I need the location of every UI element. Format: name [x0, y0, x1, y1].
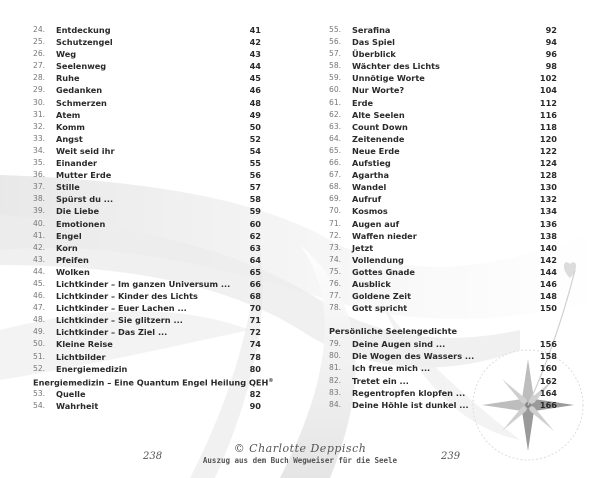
toc-entry-page: 65	[249, 266, 261, 277]
toc-entry-title: Angst	[56, 133, 83, 144]
toc-entry-number: 35.	[33, 158, 46, 168]
toc-entry-title: Lichtkinder – Das Ziel ...	[56, 327, 168, 338]
toc-entry	[329, 97, 557, 109]
toc-entry	[33, 242, 261, 254]
toc-entry-page: 140	[539, 242, 557, 253]
toc-entry-number: 56.	[329, 37, 342, 47]
toc-entry-page: 48	[249, 97, 261, 108]
toc-entry	[33, 302, 261, 314]
toc-entry-page: 118	[539, 121, 557, 132]
toc-entry-page: 112	[539, 97, 557, 108]
section-heading	[329, 325, 557, 338]
toc-entry-title: Wolken	[56, 266, 90, 277]
toc-entry-number: 70.	[329, 206, 342, 216]
toc-entry	[329, 375, 557, 387]
toc-entry-number: 40.	[33, 218, 46, 228]
toc-entry-number: 66.	[329, 158, 342, 168]
toc-entry-title: Deine Augen sind ...	[352, 339, 446, 350]
toc-entry	[329, 387, 557, 399]
registered-mark: ®	[268, 377, 274, 384]
toc-entry	[33, 133, 261, 145]
toc-entry-page: 45	[249, 73, 261, 84]
toc-entry-page: 60	[249, 218, 261, 229]
toc-entry-title: Aufruf	[352, 194, 382, 205]
toc-entry-title: Pfeifen	[56, 254, 89, 265]
toc-entry-title: Ausblick	[352, 278, 391, 289]
toc-entry-number: 81.	[329, 363, 342, 373]
toc-entry	[33, 266, 261, 278]
toc-entry-number: 50.	[33, 339, 46, 349]
toc-entry-title: Aufstieg	[352, 158, 391, 169]
toc-entry-page: 124	[539, 158, 557, 169]
toc-entry	[329, 266, 557, 278]
toc-entry-title: Ich freue mich ...	[352, 363, 431, 374]
toc-entry	[329, 350, 557, 362]
toc-entry	[329, 24, 557, 36]
toc-entry-number: 72.	[329, 230, 342, 240]
toc-entry-number: 48.	[33, 315, 46, 325]
toc-entry	[33, 218, 261, 230]
toc-entry-page: 64	[249, 254, 261, 265]
toc-entry	[33, 169, 261, 181]
toc-entry-number: 41.	[33, 230, 46, 240]
toc-entry-title: Erde	[352, 97, 374, 108]
toc-entry-page: 164	[539, 387, 557, 398]
toc-entry	[33, 60, 261, 72]
toc-entry-page: 144	[539, 266, 557, 277]
toc-entry	[33, 351, 261, 363]
toc-entry-page: 162	[539, 375, 557, 386]
toc-entry	[329, 278, 557, 290]
toc-entry-title: Die Wogen des Wassers ...	[352, 351, 475, 362]
toc-entry-number: 51.	[33, 351, 46, 361]
footer	[0, 442, 600, 465]
toc-entry-number: 37.	[33, 182, 46, 192]
toc-entry-page: 94	[545, 37, 557, 48]
toc-entry	[329, 399, 557, 411]
toc-entry-page: 66	[249, 278, 261, 289]
toc-entry-title: Einander	[56, 158, 98, 169]
toc-entry-page: 55	[249, 158, 261, 169]
toc-entry-number: 55.	[329, 25, 342, 34]
toc-entry-number: 31.	[33, 109, 46, 119]
toc-entry-title: Jetzt	[352, 242, 374, 253]
toc-entry-page: 166	[539, 399, 557, 410]
toc-entry-number: 32.	[33, 121, 46, 131]
toc-entry-title: Stille	[56, 182, 80, 193]
left-toc-column	[33, 24, 274, 412]
toc-entry	[329, 302, 557, 314]
section-heading	[33, 375, 274, 388]
toc-entry-page: 104	[539, 85, 557, 96]
toc-entry	[33, 205, 261, 217]
toc-entry-number: 47.	[33, 303, 46, 313]
toc-entry-number: 78.	[329, 303, 342, 313]
page-number-left: 238	[143, 451, 163, 462]
toc-entry	[329, 169, 557, 181]
toc-entry	[329, 254, 557, 266]
toc-entry-title: Alte Seelen	[352, 109, 405, 120]
toc-entry	[329, 230, 557, 242]
toc-entry	[329, 109, 557, 121]
toc-entry-number: 63.	[329, 121, 342, 131]
toc-entry-title: Wahrheit	[56, 400, 99, 411]
toc-entry-number: 45.	[33, 278, 46, 288]
copyright-notice: © Charlotte Deppisch	[233, 442, 367, 455]
toc-entry-number: 49.	[33, 327, 46, 337]
toc-entry-number: 33.	[33, 133, 46, 143]
toc-entry-number: 64.	[329, 133, 342, 143]
toc-entry-number: 75.	[329, 266, 342, 276]
toc-entry-page: 43	[249, 49, 261, 60]
toc-entry-title: Neue Erde	[352, 145, 400, 156]
toc-entry-page: 58	[249, 194, 261, 205]
toc-entry-title: Atem	[56, 109, 81, 120]
book-subtitle: Auszug aus dem Buch Wegweiser für die Seele	[202, 456, 398, 465]
toc-entry-title: Schmerzen	[56, 97, 107, 108]
toc-entry	[329, 133, 557, 145]
toc-entry-page: 54	[249, 145, 261, 156]
toc-entry-page: 136	[539, 218, 557, 229]
toc-entry-page: 82	[249, 388, 261, 399]
toc-entry-number: 39.	[33, 206, 46, 216]
toc-entry-page: 71	[249, 315, 261, 326]
toc-entry-page: 63	[249, 242, 261, 253]
toc-entry-number: 57.	[329, 49, 342, 59]
toc-entry-page: 42	[249, 37, 261, 48]
toc-entry	[329, 121, 557, 133]
toc-entry	[329, 218, 557, 230]
toc-entry-number: 80.	[329, 351, 342, 361]
toc-entry-title: Quelle	[56, 388, 86, 399]
toc-entry	[329, 362, 557, 374]
toc-entry	[33, 193, 261, 205]
toc-entry-page: 46	[249, 85, 261, 96]
toc-entry-number: 73.	[329, 242, 342, 252]
toc-entry-page: 68	[249, 291, 261, 302]
toc-entry-number: 26.	[33, 49, 46, 59]
toc-entry	[33, 157, 261, 169]
toc-entry-title: Gottes Gnade	[352, 266, 415, 277]
toc-entry-page: 142	[539, 254, 557, 265]
toc-entry-title: Energiemedizin	[56, 363, 128, 374]
toc-entry-title: Seelenweg	[56, 61, 107, 72]
toc-entry	[33, 338, 261, 350]
toc-entry-title: Engel	[56, 230, 82, 241]
toc-entry-page: 156	[539, 339, 557, 350]
toc-entry-page: 158	[539, 351, 557, 362]
toc-entry-title: Korn	[56, 242, 78, 253]
toc-entry-number: 59.	[329, 73, 342, 83]
toc-entry	[329, 145, 557, 157]
toc-entry	[33, 230, 261, 242]
toc-entry-title: Lichtbilder	[56, 351, 106, 362]
toc-entry-title: Entdeckung	[56, 25, 111, 35]
toc-entry-page: 49	[249, 109, 261, 120]
toc-entry-number: 52.	[33, 363, 46, 373]
toc-entry-number: 53.	[33, 388, 46, 398]
toc-entry	[33, 109, 261, 121]
toc-entry-page: 150	[539, 303, 557, 314]
toc-entry-number: 25.	[33, 37, 46, 47]
toc-entry-title: Kleine Reise	[56, 339, 113, 350]
toc-entry-title: Lichtkinder – Kinder des Lichts	[56, 291, 198, 302]
toc-entry-number: 69.	[329, 194, 342, 204]
toc-entry-title: Gedanken	[56, 85, 103, 96]
toc-entry	[329, 60, 557, 72]
toc-entry-number: 60.	[329, 85, 342, 95]
toc-entry	[329, 242, 557, 254]
toc-entry	[33, 24, 261, 36]
toc-entry-number: 36.	[33, 170, 46, 180]
toc-entry-number: 77.	[329, 291, 342, 301]
toc-entry-number: 58.	[329, 61, 342, 71]
toc-entry-title: Lichtkinder – Sie glitzern ...	[56, 315, 183, 326]
toc-entry	[329, 205, 557, 217]
toc-entry-title: Weg	[56, 49, 77, 60]
toc-entry	[329, 193, 557, 205]
toc-entry-number: 54.	[33, 400, 46, 410]
toc-entry-page: 102	[539, 73, 557, 84]
toc-entry	[33, 290, 261, 302]
toc-entry-page: 98	[545, 61, 557, 72]
toc-entry-number: 30.	[33, 97, 46, 107]
toc-entry-page: 146	[539, 278, 557, 289]
toc-entry-title: Zeitenende	[352, 133, 405, 144]
toc-entry-number: 67.	[329, 170, 342, 180]
toc-entry-page: 120	[539, 133, 557, 144]
toc-entry-page: 78	[249, 351, 261, 362]
toc-entry	[33, 326, 261, 338]
toc-entry-number: 24.	[33, 25, 46, 34]
toc-entry-page: 57	[249, 182, 261, 193]
toc-entry-page: 72	[249, 327, 261, 338]
toc-entry-number: 38.	[33, 194, 46, 204]
toc-entry	[33, 72, 261, 84]
toc-entry	[33, 48, 261, 60]
toc-entry	[329, 290, 557, 302]
toc-entry-page: 130	[539, 182, 557, 193]
toc-entry-page: 59	[249, 206, 261, 217]
toc-entry-page: 44	[249, 61, 261, 72]
toc-entry-number: 83.	[329, 387, 342, 397]
toc-entry	[33, 278, 261, 290]
toc-entry-page: 116	[539, 109, 557, 120]
toc-entry-title: Agartha	[352, 170, 390, 181]
toc-entry	[329, 72, 557, 84]
toc-entry-title: Count Down	[352, 121, 408, 132]
toc-entry	[329, 36, 557, 48]
toc-entry-title: Waffen nieder	[352, 230, 417, 241]
toc-entry-title: Augen auf	[352, 218, 400, 229]
toc-entry-page: 80	[249, 363, 261, 374]
toc-entry-number: 46.	[33, 291, 46, 301]
toc-entry	[33, 314, 261, 326]
toc-entry-title: Ruhe	[56, 73, 80, 84]
toc-entry-page: 134	[539, 206, 557, 217]
section-heading-text: Energiemedizin – Eine Quantum Engel Heilung QEH	[33, 377, 269, 388]
toc-entry-title: Das Spiel	[352, 37, 395, 48]
toc-entry-title: Goldene Zeit	[352, 291, 412, 302]
toc-entry-page: 122	[539, 145, 557, 156]
toc-entry-number: 79.	[329, 339, 342, 349]
toc-entry-page: 160	[539, 363, 557, 374]
toc-entry-page: 70	[249, 303, 261, 314]
toc-entry	[329, 48, 557, 60]
toc-entry-title: Mutter Erde	[56, 170, 112, 181]
toc-entry-number: 44.	[33, 266, 46, 276]
toc-entry-number: 74.	[329, 254, 342, 264]
toc-entry-page: 128	[539, 170, 557, 181]
toc-entry-page: 138	[539, 230, 557, 241]
toc-entry-number: 62.	[329, 109, 342, 119]
toc-entry-page: 90	[249, 400, 261, 411]
toc-entry-title: Vollendung	[352, 254, 404, 265]
toc-entry-title: Wächter des Lichts	[352, 61, 440, 72]
toc-entry-page: 50	[249, 121, 261, 132]
toc-entry	[33, 400, 261, 412]
toc-entry-page: 56	[249, 170, 261, 181]
toc-entry-title: Lichtkinder – Im ganzen Universum ...	[56, 278, 231, 289]
toc-entry-title: Deine Höhle ist dunkel ...	[352, 399, 469, 410]
toc-entry	[33, 84, 261, 96]
toc-entry-number: 34.	[33, 145, 46, 155]
toc-entry-title: Weit seid ihr	[56, 145, 115, 156]
toc-entry-number: 82.	[329, 375, 342, 385]
toc-entry	[33, 254, 261, 266]
toc-entry-number: 27.	[33, 61, 46, 71]
toc-entry-page: 41	[249, 25, 261, 35]
toc-entry-page: 92	[545, 25, 557, 35]
toc-entry-title: Komm	[56, 121, 85, 132]
page-number-right: 239	[441, 451, 461, 462]
toc-entry-title: Emotionen	[56, 218, 106, 229]
right-toc-column	[329, 24, 557, 411]
toc-entry-title: Unnötige Worte	[352, 73, 425, 84]
toc-entry-title: Schutzengel	[56, 37, 113, 48]
toc-entry	[329, 181, 557, 193]
toc-entry-title: Regentropfen klopfen ...	[352, 387, 466, 398]
toc-entry-number: 65.	[329, 145, 342, 155]
toc-entry	[329, 84, 557, 96]
toc-entry	[33, 181, 261, 193]
toc-entry-title: Spürst du ...	[56, 194, 114, 205]
toc-entry-title: Überblick	[352, 49, 396, 60]
toc-entry	[33, 121, 261, 133]
toc-entry-number: 76.	[329, 278, 342, 288]
toc-entry-number: 84.	[329, 399, 342, 409]
toc-entry-title: Lichtkinder – Euer Lachen ...	[56, 303, 187, 314]
toc-entry	[33, 97, 261, 109]
toc-entry-title: Nur Worte?	[352, 85, 405, 96]
toc-entry-title: Gott spricht	[352, 303, 408, 314]
toc-entry-number: 28.	[33, 73, 46, 83]
toc-entry-number: 61.	[329, 97, 342, 107]
toc-entry-page: 132	[539, 194, 557, 205]
toc-entry	[33, 145, 261, 157]
toc-entry-page: 148	[539, 291, 557, 302]
toc-entry-number: 42.	[33, 242, 46, 252]
toc-entry-page: 96	[545, 49, 557, 60]
toc-entry	[329, 157, 557, 169]
toc-entry-page: 52	[249, 133, 261, 144]
toc-entry-title: Tretet ein ...	[352, 375, 409, 386]
toc-entry-title: Serafina	[352, 25, 391, 35]
toc-entry	[329, 338, 557, 350]
toc-entry-page: 62	[249, 230, 261, 241]
toc-entry-number: 43.	[33, 254, 46, 264]
toc-entry	[33, 363, 261, 375]
toc-entry-page: 74	[249, 339, 261, 350]
toc-entry-title: Kosmos	[352, 206, 388, 217]
toc-entry-number: 29.	[33, 85, 46, 95]
toc-entry-number: 68.	[329, 182, 342, 192]
toc-entry-number: 71.	[329, 218, 342, 228]
toc-entry-title: Wandel	[352, 182, 387, 193]
toc-entry	[33, 36, 261, 48]
toc-entry	[33, 388, 261, 400]
section-heading-text: Persönliche Seelengedichte	[329, 326, 458, 337]
toc-entry-title: Die Liebe	[56, 206, 99, 217]
